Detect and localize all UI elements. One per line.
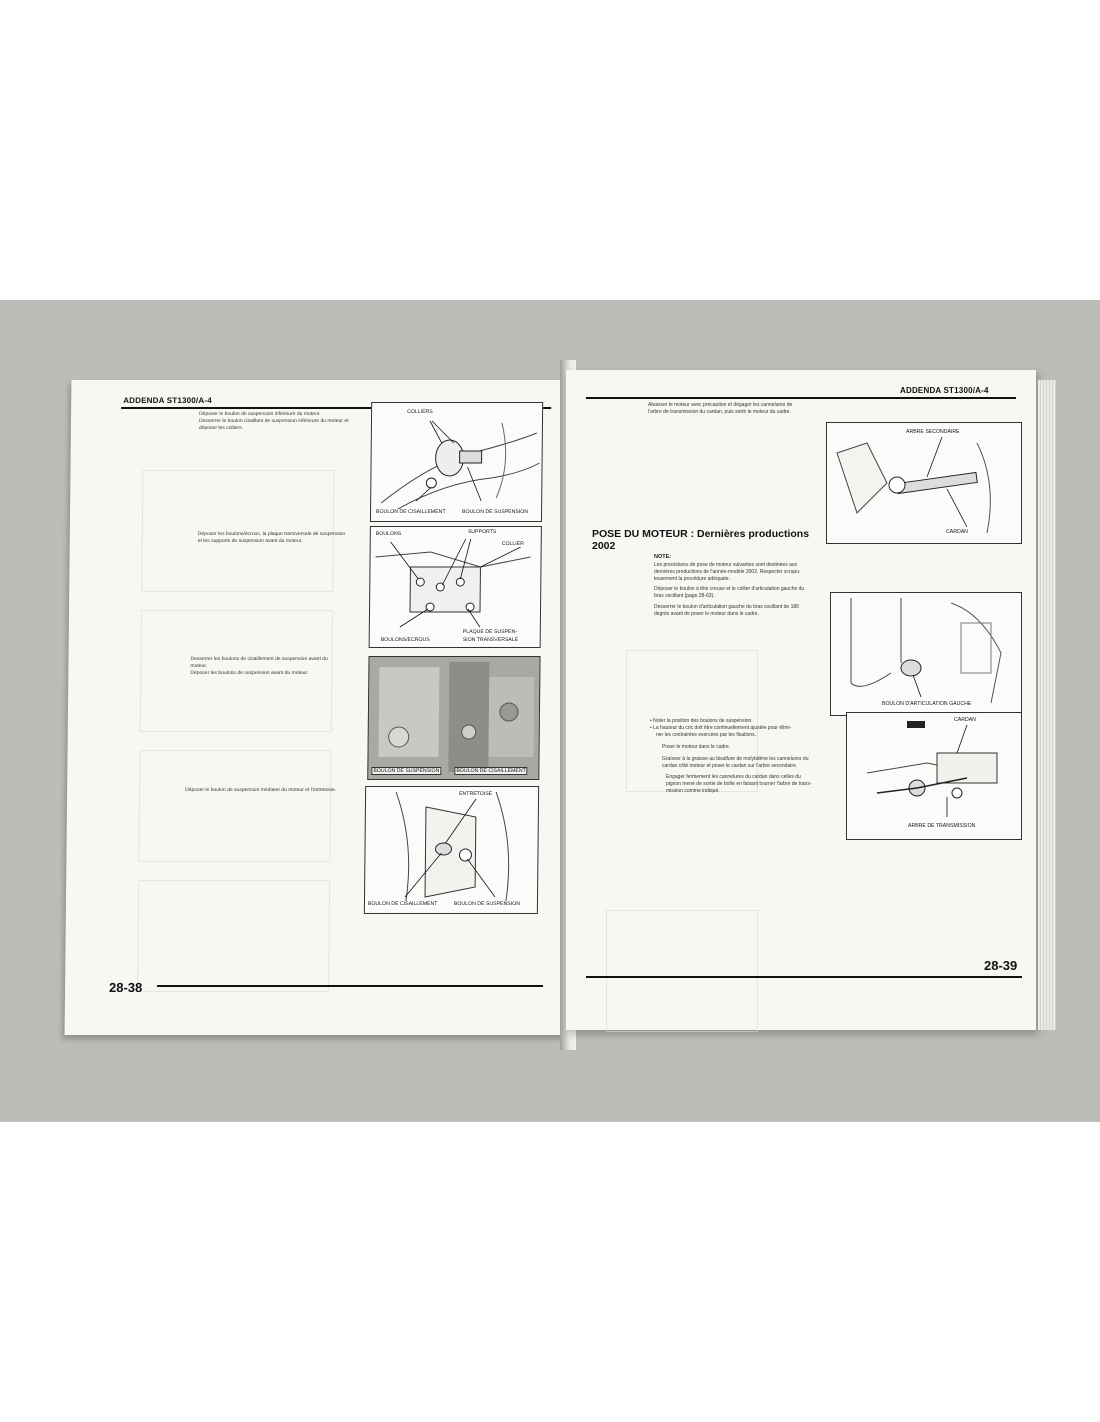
figure-colliers xyxy=(370,402,543,522)
text-line: Engager fermement les cannelures du cardan dans celles du xyxy=(666,774,801,780)
text-line: mission comme indiqué. xyxy=(666,788,720,794)
text-line: leusement la procédure adéquate. xyxy=(654,576,730,582)
figure-label: BOULON DE CISAILLEMENT xyxy=(454,767,528,775)
show-through-figure xyxy=(606,910,758,1032)
text-line: pignon mené de sortie de boîte en faisant tourner l'arbre de trans- xyxy=(666,781,812,787)
figure-label: BOULON DE SUSPENSION xyxy=(462,509,529,515)
text-line: Les procédures de pose de moteur suivantes sont destinées aux xyxy=(654,562,798,568)
show-through-figure xyxy=(137,880,330,992)
text-line: degrés avant de poser le moteur dans le cadre. xyxy=(654,611,759,617)
figure-label: BOULONS xyxy=(375,531,402,537)
figure-label: ARBRE SECONDAIRE xyxy=(906,429,960,435)
figure-label: COLLIERS xyxy=(407,409,433,415)
title-line: 2002 xyxy=(592,540,616,552)
text-line: Déposer les boulons de suspension avant du moteur. xyxy=(190,670,309,676)
step-3-text xyxy=(190,656,364,677)
text-line: Abaisser le moteur avec précaution et dégager les cannelures de xyxy=(648,402,793,408)
step-d-text xyxy=(662,756,836,770)
step-4-text xyxy=(185,787,365,794)
step-1-text xyxy=(199,411,369,432)
figure-label: SION TRANSVERSALE xyxy=(462,637,519,643)
figure-label: BOULON DE SUSPENSION xyxy=(371,767,441,775)
left-page xyxy=(65,380,574,1035)
text-line: Déposer le boulon à tête creuse et le collier d'articulation gauche du xyxy=(654,586,805,592)
page-header: ADDENDA ST1300/A-4 xyxy=(123,396,212,405)
swingarm-pivot-drawing xyxy=(831,593,1021,715)
bullet-text: Noter la position des boulons de suspension. xyxy=(653,718,753,724)
figure-label: ENTRETOISE xyxy=(459,791,493,797)
text-line: déposer les colliers. xyxy=(198,425,244,431)
text-line: l'arbre de transmission du cardan, puis sortir le moteur du cadre. xyxy=(648,409,791,415)
text-line: et les supports de suspension avant du moteur. xyxy=(197,538,303,544)
engine-photo xyxy=(368,657,539,779)
step-b-text xyxy=(654,604,834,618)
figure-photo-front-bolts xyxy=(367,656,540,780)
figure-label: CARDAN xyxy=(946,529,968,535)
page-number: 28-38 xyxy=(108,980,143,995)
figure-label: ARBRE DE TRANSMISSION xyxy=(908,823,976,829)
driveshaft-drawing xyxy=(827,423,1021,543)
bullet-item xyxy=(650,732,828,739)
text-line: cardan côté moteur et poser le cardan sur l'arbre secondaire. xyxy=(662,763,798,769)
figure-label: BOULON DE SUSPENSION xyxy=(453,901,520,907)
figure-label: SUPPORTS xyxy=(467,529,497,535)
bullet-item: • La hauteur du cric doit être continuellement ajustée pour élimi- xyxy=(650,725,792,731)
figure-arbre-secondaire xyxy=(826,422,1022,544)
text-line: Graisser à la graisse au bisulfure de molybdène les cannelures du xyxy=(662,756,809,762)
figure-cardan xyxy=(846,712,1022,840)
bullet-item: • Noter la position des boulons de suspension. xyxy=(650,718,753,724)
figure-label: BOULON DE CISAILLEMENT xyxy=(376,509,446,515)
title-line: POSE DU MOTEUR : Dernières productions xyxy=(592,528,810,540)
footer-rule xyxy=(157,985,543,987)
page-number: 28-39 xyxy=(984,958,1018,973)
right-page xyxy=(566,370,1036,1030)
text-line: Déposer le boulon de suspension médiane du moteur et l'entretoise. xyxy=(185,787,337,793)
footer-rule xyxy=(586,976,1022,978)
figure-label: CARDAN xyxy=(954,717,976,723)
figure-articulation xyxy=(830,592,1022,716)
text-line: moteur. xyxy=(190,663,208,669)
intro-text xyxy=(648,402,848,416)
step-2-text xyxy=(198,531,368,545)
figure-label: COLLIER xyxy=(501,541,524,547)
figure-label: BOULON D'ARTICULATION GAUCHE xyxy=(882,701,972,707)
cardan-drawing xyxy=(847,713,1021,839)
text-line: bras oscillant (page 28-63). xyxy=(654,593,715,599)
figure-label: BOULONS/ECROUS xyxy=(380,637,430,643)
step-e-text xyxy=(666,774,842,795)
text-line: Desserrer le boulon cisaillant de suspension inférieure du moteur et xyxy=(198,418,349,424)
note-text xyxy=(654,562,834,583)
step-c-text: Poser le moteur dans le cadre. xyxy=(662,744,731,750)
step-a-text xyxy=(654,586,834,600)
text-line: Desserrer le boulon d'articulation gauche du bras oscillant de 180 xyxy=(654,604,799,610)
page-stack-edge xyxy=(1038,380,1056,1030)
section-title xyxy=(592,528,832,552)
text-line: Déposer le boulon de suspension inférieure du moteur. xyxy=(199,411,321,417)
bullet-list xyxy=(650,718,828,739)
text-line: Déposer les boulons/écrous, la plaque transversale de suspension xyxy=(197,531,346,537)
middle-mount-drawing xyxy=(365,787,538,913)
show-through-figure xyxy=(138,750,331,862)
engine-mount-drawing xyxy=(371,403,542,521)
bullet-text: ner les contraintes exercées par les fixations. xyxy=(656,732,757,738)
note-label: NOTE: xyxy=(654,554,672,560)
text-line: Desserrer les boulons de cisaillement de suspension avant du xyxy=(190,656,328,662)
text-line: dernières productions de l'année-modèle 2002. Respecter scrupu- xyxy=(654,569,801,575)
bullet-text: La hauteur du cric doit être continuellement ajustée pour élimi- xyxy=(653,725,792,731)
header-rule xyxy=(586,397,1016,399)
page-header: ADDENDA ST1300/A-4 xyxy=(900,386,989,395)
figure-boulons xyxy=(369,526,542,648)
photo-background xyxy=(0,300,1100,1122)
figure-label: BOULON DE CISAILLEMENT xyxy=(367,901,438,907)
figure-label: PLAQUE DE SUSPEN- xyxy=(462,629,518,635)
figure-entretoise xyxy=(364,786,539,914)
